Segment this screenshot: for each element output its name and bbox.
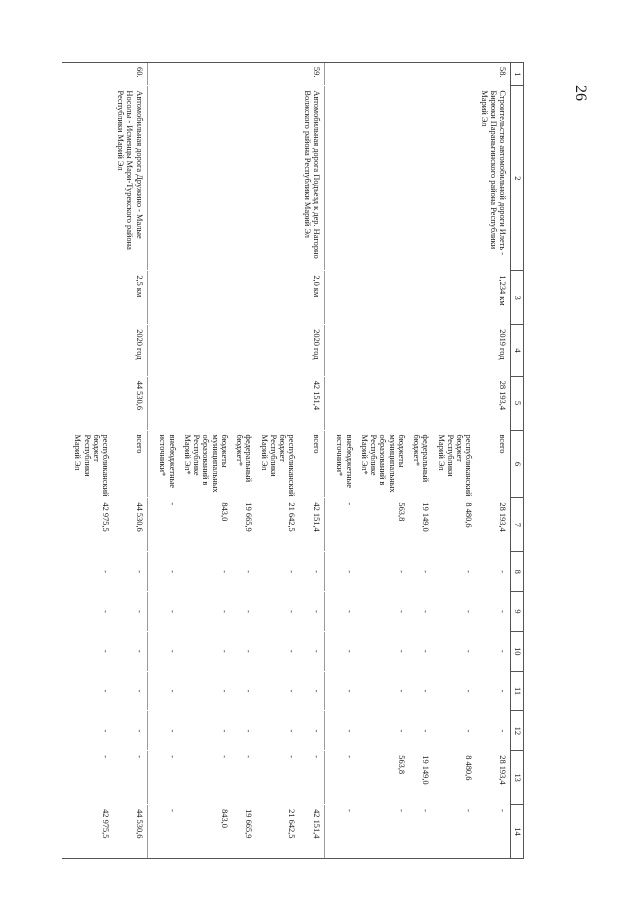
empty-cell: [155, 325, 179, 377]
gap-cell: [62, 552, 70, 592]
empty-cell: [155, 376, 179, 430]
column-header-3: 3: [511, 271, 524, 325]
object-name: Автомобильная дорога Дружино - Малые Ноcолы - Исменцы Мари-Турекского района Республики Марий Эл: [113, 86, 147, 271]
empty-cell: [256, 376, 299, 430]
empty-cell: [256, 271, 299, 325]
empty-cell: [70, 86, 113, 271]
value-c10: -: [421, 649, 431, 653]
gap-cell: [147, 671, 155, 711]
column-header-1: 1: [511, 63, 524, 86]
value-c8: -: [464, 570, 474, 574]
object-length: 2,0 км: [299, 271, 324, 325]
empty-cell: [332, 376, 356, 430]
empty-cell: [180, 271, 232, 325]
value-c10: -: [396, 649, 406, 653]
value-c8: -: [244, 570, 254, 574]
object-year: 2020 год: [113, 325, 147, 377]
value-c12: -: [396, 729, 406, 733]
gap-cell: [62, 592, 70, 632]
value-c14: 21 642,5: [256, 805, 299, 859]
value-c10: -: [344, 649, 354, 653]
value-c10: -: [244, 649, 254, 653]
empty-cell: [232, 325, 256, 377]
value-c11: -: [396, 689, 406, 693]
table-row: [113, 63, 147, 859]
gap-cell: [147, 631, 155, 671]
table-row: [232, 63, 256, 859]
column-header-9: 9: [511, 592, 524, 632]
funding-source-label: всего: [113, 430, 147, 498]
empty-cell: [332, 325, 356, 377]
table-row: [299, 63, 324, 859]
empty-cell: [180, 86, 232, 271]
row-number: 60.: [113, 63, 147, 86]
empty-cell: [433, 325, 476, 377]
value-c8: -: [101, 570, 111, 574]
value-c13: 8 480,6: [464, 755, 474, 781]
value-c7: 42 151,4: [299, 498, 324, 552]
value-c11: -: [113, 671, 147, 711]
row-number: 59.: [299, 63, 324, 86]
empty-cell: [357, 86, 409, 271]
value-c8: -: [421, 570, 431, 574]
value-c14: 843,0: [180, 805, 232, 859]
value-c14: -: [433, 805, 476, 859]
column-header-7: 7: [511, 498, 524, 552]
value-c10: -: [167, 649, 177, 653]
empty-cell: [332, 86, 356, 271]
value-c10: -: [299, 631, 324, 671]
gap-cell: [62, 376, 70, 430]
value-c7: -: [344, 502, 354, 506]
empty-cell: [357, 63, 409, 86]
gap-cell: [324, 751, 332, 805]
gap-cell: [324, 711, 332, 751]
table-row: [155, 63, 179, 859]
rotated-table-wrapper: [73, 62, 524, 859]
object-total: 28 193,4: [498, 380, 507, 410]
table-row: [357, 63, 409, 859]
value-c11: -: [421, 689, 431, 693]
gap-cell: [324, 552, 332, 592]
value-c11: -: [498, 689, 507, 693]
value-c13: -: [101, 755, 111, 759]
value-c7: 21 642,5: [287, 502, 297, 532]
funding-source-label: внебюджетные источники*: [158, 434, 177, 488]
funding-source-label: республиканский бюджет Республики Марий Эл: [436, 434, 474, 497]
column-header-row: [511, 63, 524, 859]
value-c12: -: [167, 729, 177, 733]
empty-cell: [180, 63, 232, 86]
gap-cell: [62, 63, 70, 86]
funding-source-label: внебюджетные источники*: [335, 434, 354, 488]
value-c8: -: [396, 570, 406, 574]
empty-cell: [357, 325, 409, 377]
object-total: 42 151,4: [299, 376, 324, 430]
empty-cell: [357, 376, 409, 430]
funding-source-label: федеральный бюджет*: [235, 434, 254, 483]
value-c7: 44 530,6: [113, 498, 147, 552]
page-number: 26: [572, 85, 589, 101]
table-row: [476, 63, 510, 859]
funding-source-label: федеральный бюджет*: [412, 434, 431, 483]
gap-cell: [147, 751, 155, 805]
value-c11: -: [219, 689, 229, 693]
empty-cell: [180, 376, 232, 430]
empty-cell: [155, 271, 179, 325]
value-c14: -: [357, 805, 409, 859]
value-c12: -: [287, 729, 297, 733]
column-header-14: 14: [511, 805, 524, 859]
value-c14: 19 665,9: [232, 805, 256, 859]
gap-cell: [324, 671, 332, 711]
value-c14: -: [476, 805, 510, 859]
column-header-4: 4: [511, 325, 524, 377]
empty-cell: [256, 63, 299, 86]
gap-cell: [62, 498, 70, 552]
value-c11: -: [299, 671, 324, 711]
row-number: 58.: [476, 63, 510, 86]
object-length: 1,234 км: [498, 275, 507, 306]
gap-cell: [62, 631, 70, 671]
column-header-13: 13: [511, 751, 524, 805]
gap-cell: [147, 711, 155, 751]
value-c7: 42 975,5: [101, 502, 111, 532]
value-c14: -: [155, 805, 179, 859]
empty-cell: [409, 325, 433, 377]
value-c14: 42 975,5: [70, 805, 113, 859]
gap-cell: [147, 325, 155, 377]
gap-cell: [62, 671, 70, 711]
row-gap: [324, 63, 332, 859]
table-row: [409, 63, 433, 859]
funding-source-label: бюджеты муниципальных образований в Республике Марий Эл*: [182, 434, 229, 493]
gap-cell: [324, 631, 332, 671]
value-c9: -: [299, 592, 324, 632]
value-c10: -: [219, 649, 229, 653]
value-c9: -: [421, 610, 431, 613]
object-year: 2020 год: [299, 325, 324, 377]
value-c7: 8 480,6: [464, 502, 474, 528]
empty-cell: [433, 86, 476, 271]
value-c8: -: [299, 552, 324, 592]
value-c12: -: [498, 729, 507, 733]
empty-cell: [155, 86, 179, 271]
value-c8: -: [113, 552, 147, 592]
gap-cell: [324, 86, 332, 271]
value-c7: 563,8: [396, 502, 406, 522]
value-c14: 44 530,6: [113, 805, 147, 859]
empty-cell: [232, 63, 256, 86]
value-c13: -: [299, 751, 324, 805]
empty-cell: [155, 63, 179, 86]
value-c8: -: [287, 570, 297, 574]
value-c9: -: [396, 610, 406, 613]
gap-cell: [147, 805, 155, 859]
empty-cell: [256, 325, 299, 377]
gap-cell: [324, 376, 332, 430]
gap-cell: [62, 711, 70, 751]
value-c9: -: [167, 610, 177, 613]
gap-cell: [147, 430, 155, 498]
value-c13: -: [244, 755, 254, 759]
gap-cell: [62, 86, 70, 271]
value-c12: -: [344, 729, 354, 733]
value-c10: -: [498, 649, 507, 653]
value-c7: 19 665,9: [244, 502, 254, 532]
value-c13: -: [287, 755, 297, 759]
gap-cell: [324, 430, 332, 498]
value-c7: 28 193,4: [498, 502, 507, 532]
value-c11: -: [244, 689, 254, 693]
funding-source-label: всего: [299, 430, 324, 498]
table-row: [332, 63, 356, 859]
empty-cell: [409, 86, 433, 271]
gap-cell: [147, 86, 155, 271]
funding-source-label: бюджеты муниципальных образований в Республике Марий Эл*: [359, 434, 406, 493]
value-c12: -: [101, 729, 111, 733]
object-name: Автомобильная дорога Подъезд к дер. Нагорно Волжского района Республики Марий Эл: [299, 86, 324, 271]
value-c7: 19 149,0: [421, 502, 431, 532]
value-c13: -: [219, 755, 229, 759]
value-c12: -: [113, 711, 147, 751]
gap-cell: [324, 325, 332, 377]
value-c7: 843,0: [219, 502, 229, 522]
row-gap: [62, 63, 70, 859]
value-c12: -: [219, 729, 229, 733]
funding-source-label: республиканский бюджет Республики Марий Эл: [73, 434, 111, 497]
value-c11: -: [464, 689, 474, 693]
empty-cell: [433, 271, 476, 325]
value-c13: 19 149,0: [421, 755, 431, 785]
empty-cell: [232, 376, 256, 430]
value-c12: -: [244, 729, 254, 733]
value-c13: 28 193,4: [498, 755, 507, 785]
gap-cell: [62, 805, 70, 859]
empty-cell: [70, 271, 113, 325]
value-c10: -: [287, 649, 297, 653]
empty-cell: [409, 63, 433, 86]
value-c12: -: [421, 729, 431, 733]
value-c10: -: [113, 631, 147, 671]
empty-cell: [409, 271, 433, 325]
gap-cell: [147, 376, 155, 430]
gap-cell: [324, 63, 332, 86]
empty-cell: [70, 325, 113, 377]
value-c8: -: [219, 570, 229, 574]
column-header-2: 2: [511, 86, 524, 271]
funding-source-label: всего: [498, 434, 507, 454]
gap-cell: [62, 271, 70, 325]
value-c12: -: [299, 711, 324, 751]
object-length: 2,5 км: [113, 271, 147, 325]
value-c13: -: [113, 751, 147, 805]
column-header-10: 10: [511, 631, 524, 671]
column-header-12: 12: [511, 711, 524, 751]
gap-cell: [147, 271, 155, 325]
table-row: [433, 63, 476, 859]
object-year: 2019 год: [498, 329, 507, 360]
empty-cell: [332, 63, 356, 86]
table-row: [180, 63, 232, 859]
value-c14: 42 151,4: [299, 805, 324, 859]
value-c7: -: [167, 502, 177, 506]
gap-cell: [62, 751, 70, 805]
value-c14: -: [332, 805, 356, 859]
value-c11: -: [167, 689, 177, 693]
empty-cell: [433, 376, 476, 430]
gap-cell: [147, 552, 155, 592]
value-c9: -: [287, 610, 297, 613]
value-c9: -: [464, 610, 474, 613]
empty-cell: [70, 63, 113, 86]
empty-cell: [357, 271, 409, 325]
empty-cell: [232, 86, 256, 271]
value-c8: -: [344, 570, 354, 574]
gap-cell: [62, 325, 70, 377]
empty-cell: [409, 376, 433, 430]
gap-cell: [147, 498, 155, 552]
empty-cell: [332, 271, 356, 325]
value-c11: -: [287, 689, 297, 693]
value-c13: 563,8: [396, 755, 406, 775]
value-c14: -: [409, 805, 433, 859]
value-c9: -: [498, 610, 507, 613]
column-header-5: 5: [511, 376, 524, 430]
value-c13: -: [167, 755, 177, 759]
empty-cell: [433, 63, 476, 86]
empty-cell: [180, 325, 232, 377]
value-c11: -: [344, 689, 354, 693]
object-total: 44 530,6: [113, 376, 147, 430]
gap-cell: [324, 271, 332, 325]
empty-cell: [232, 271, 256, 325]
table-body: [62, 63, 510, 859]
value-c13: -: [344, 755, 354, 759]
gap-cell: [147, 592, 155, 632]
value-c8: -: [498, 570, 507, 574]
value-c11: -: [101, 689, 111, 693]
value-c9: -: [113, 592, 147, 632]
gap-cell: [324, 592, 332, 632]
value-c9: -: [344, 610, 354, 613]
table-row: [256, 63, 299, 859]
empty-cell: [256, 86, 299, 271]
column-header-8: 8: [511, 552, 524, 592]
value-c8: -: [167, 570, 177, 574]
column-header-11: 11: [511, 671, 524, 711]
gap-cell: [62, 430, 70, 498]
gap-cell: [324, 498, 332, 552]
value-c9: -: [219, 610, 229, 613]
gap-cell: [324, 805, 332, 859]
empty-cell: [70, 376, 113, 430]
value-c10: -: [464, 649, 474, 653]
value-c12: -: [464, 729, 474, 733]
value-c9: -: [244, 610, 254, 613]
row-gap: [147, 63, 155, 859]
object-name: Строительство автомобильной дороги Илеть - Бирюки Параньгинского района Республики Марий Эл: [479, 90, 507, 256]
value-c9: -: [101, 610, 111, 613]
value-c10: -: [101, 649, 111, 653]
funding-source-label: республиканский бюджет Республики Марий Эл: [259, 434, 297, 497]
column-header-6: 6: [511, 430, 524, 498]
table-row: [70, 63, 113, 859]
gap-cell: [147, 63, 155, 86]
financing-table: [62, 62, 524, 859]
